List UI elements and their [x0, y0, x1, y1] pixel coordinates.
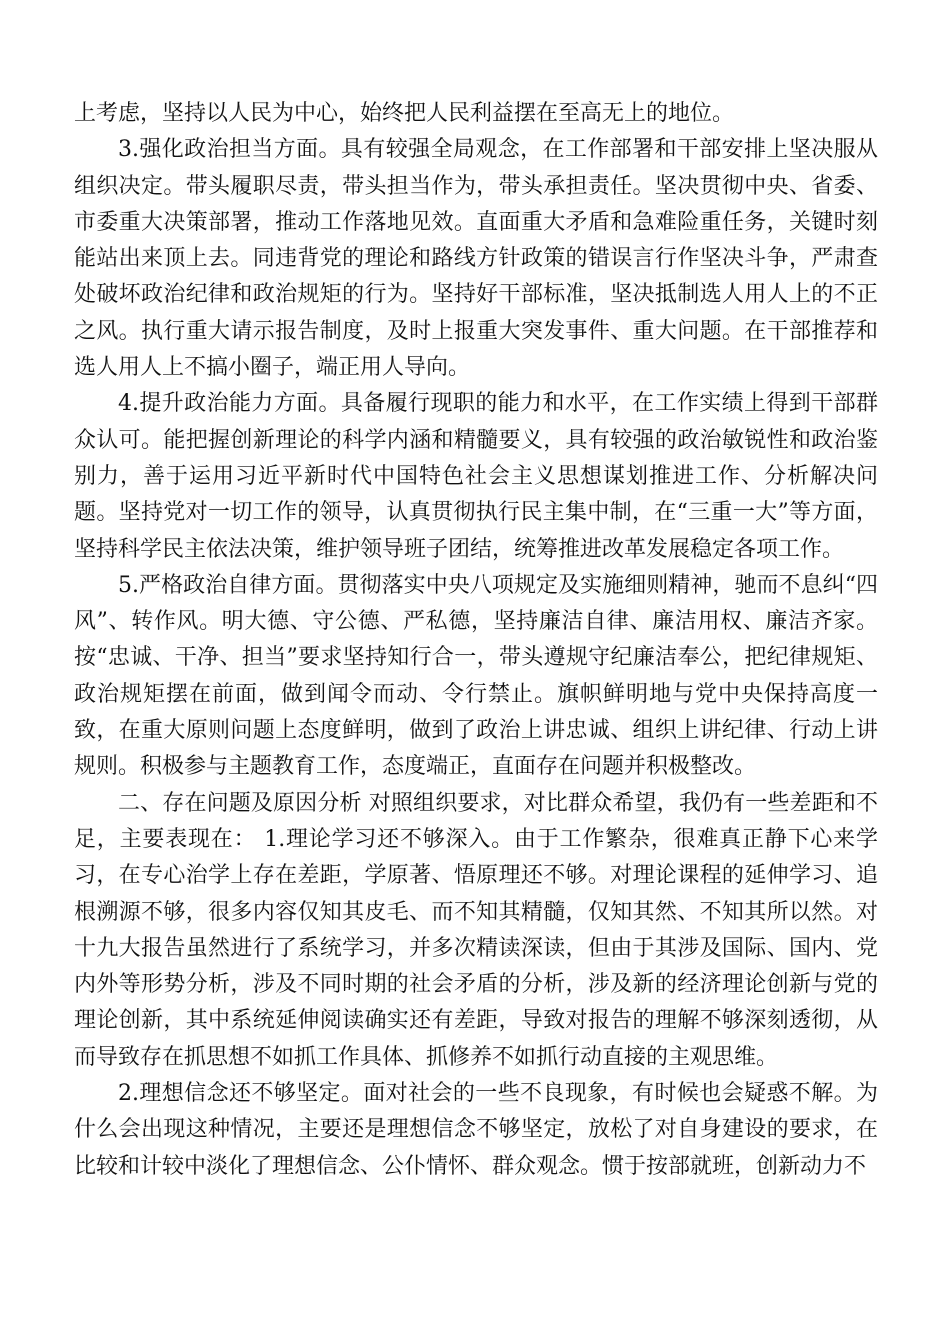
- document-body: [74, 96, 878, 1185]
- paragraph-ideals-beliefs: 2.理想信念还不够坚定。面对社会的一些不良现象，有时候也会疑惑不解。为什么会出现这种情况，主要还是理想信念不够坚定，放松了对自身建设的要求，在比较和计较中淡化了理想信念、公仆情怀、群众观念。惯于按部就班，创新动力不: [74, 1081, 878, 1179]
- paragraph-political-self-discipline: 5.严格政治自律方面。贯彻落实中央八项规定及实施细则精神，驰而不息纠“四风”、转作风。明大德、守公德、严私德，坚持廉洁自律、廉洁用权、廉洁齐家。按“忠诚、干净、担当”要求坚持知行合一，带头遵规守纪廉洁奉公，把纪律规矩、政治规矩摆在前面，做到闻令而动、令行禁止。旗帜鲜明地与党中央保持高度一致，在重大原则问题上态度鲜明，做到了政治上讲忠诚、组织上讲纪律、行动上讲规则。积极参与主题教育工作，态度端正，直面存在问题并积极整改。: [74, 572, 878, 780]
- paragraph-continuation: 上考虑，坚持以人民为中心，始终把人民利益摆在至高无上的地位。: [74, 101, 735, 126]
- paragraph-political-responsibility: 3.强化政治担当方面。具有较强全局观念，在工作部署和干部安排上坚决服从组织决定。带头履职尽责，带头担当作为，带头承担责任。坚决贯彻中央、省委、市委重大决策部署，推动工作落地见效。直面重大矛盾和急难险重任务，关键时刻能站出来顶上去。同违背党的理论和路线方针政策的错误言行作坚决斗争，严肃查处破坏政治纪律和政治规矩的行为。坚持好干部标准，坚决抵制选人用人上的不正之风。执行重大请示报告制度，及时上报重大突发事件、重大问题。在干部推荐和选人用人上不搞小圈子，端正用人导向。: [74, 137, 878, 381]
- paragraph-political-ability: 4.提升政治能力方面。具备履行现职的能力和水平，在工作实绩上得到干部群众认可。能把握创新理论的科学内涵和精髓要义，具有较强的政治敏锐性和政治鉴别力，善于运用习近平新时代中国特色社会主义思想谋划推进工作、分析解决问题。坚持党对一切工作的领导，认真贯彻执行民主集中制，在“三重一大”等方面，坚持科学民主依法决策，维护领导班子团结，统筹推进改革发展稳定各项工作。: [74, 391, 878, 562]
- paragraph-problems-analysis: 二、存在问题及原因分析 对照组织要求，对比群众希望，我仍有一些差距和不足，主要表现在： 1.理论学习还不够深入。由于工作繁杂，很难真正静下心来学习，在专心治学上存在差距，学原著、悟原理还不够。对理论课程的延伸学习、追根溯源不够，很多内容仅知其皮毛、而不知其精髓，仅知其然、不知其所以然。对十九大报告虽然进行了系统学习，并多次精读深读，但由于其涉及国际、国内、党内外等形势分析，涉及不同时期的社会矛盾的分析，涉及新的经济理论创新与党的理论创新，其中系统延伸阅读确实还有差距，导致对报告的理解不够深刻透彻，从而导致存在抓思想不如抓工作具体、抓修养不如抓行动直接的主观思维。: [74, 790, 878, 1070]
